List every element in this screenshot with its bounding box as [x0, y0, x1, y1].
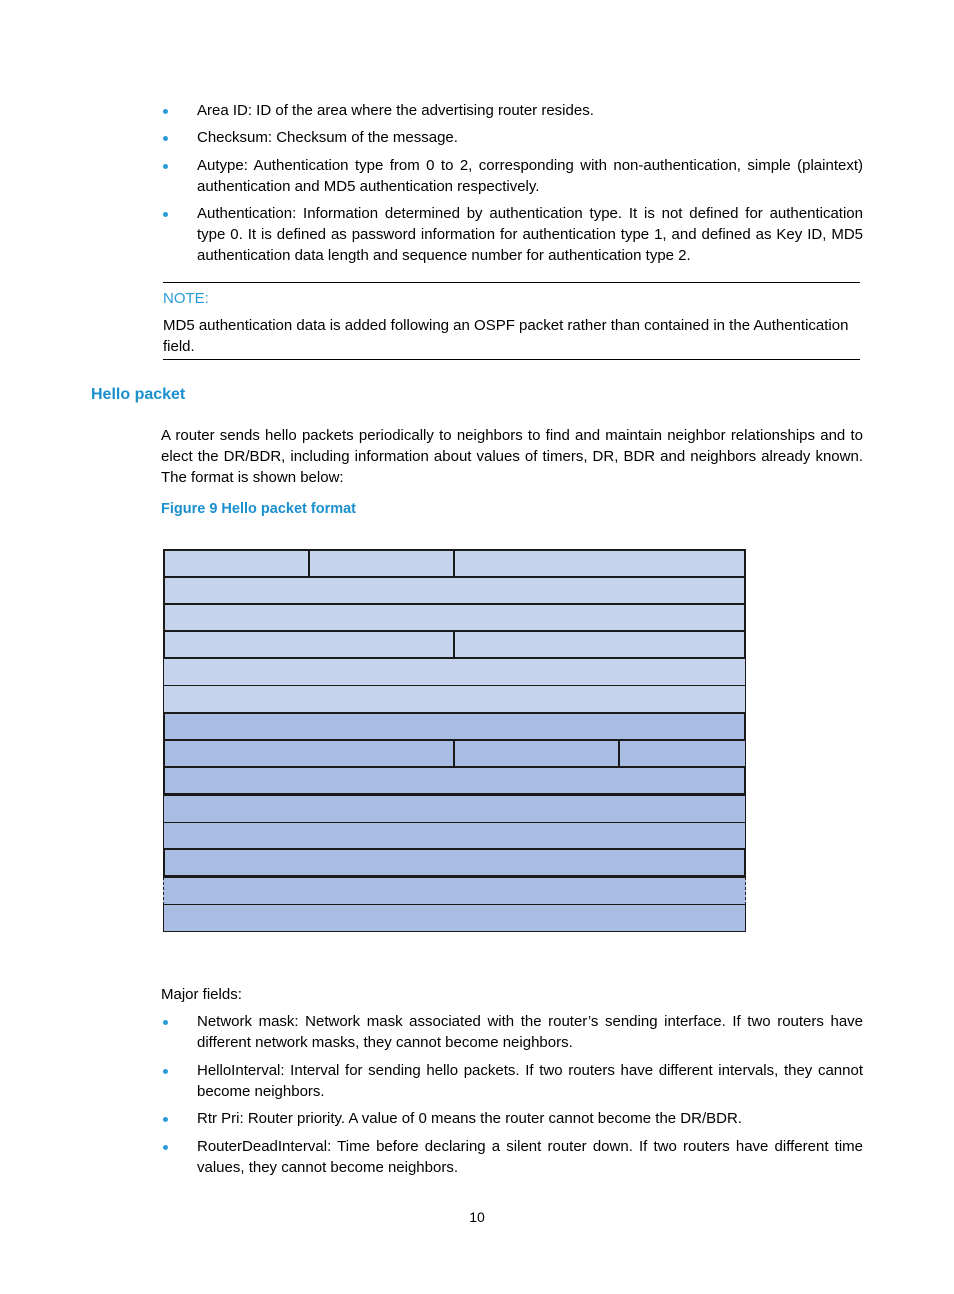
section-heading: Hello packet: [91, 386, 186, 403]
field-area-id: [163, 603, 746, 632]
bullet-icon: [163, 212, 168, 217]
page-number: 10: [469, 1209, 485, 1225]
field-hello-interval: [163, 739, 455, 768]
bullet-icon: [163, 136, 168, 141]
bullet-icon: [163, 1117, 168, 1122]
major-fields-label: Major fields:: [161, 986, 242, 1003]
field-neighbor-n: [163, 904, 746, 932]
figure-caption: Figure 9 Hello packet format: [161, 501, 356, 517]
field-checksum: [163, 630, 455, 659]
field-authentication-2: [163, 685, 746, 714]
hello-packet-diagram: [163, 549, 746, 932]
note-label: NOTE:: [163, 290, 209, 307]
list-item-text: Area ID: ID of the area where the advertising router resides.: [197, 102, 594, 119]
note-text: MD5 authentication data is added following an OSPF packet rather than contained in the Authentication field.: [163, 317, 849, 355]
field-version: [163, 549, 310, 578]
field-neighbor-ellipsis: [163, 877, 746, 905]
bullet-icon: [163, 1069, 168, 1074]
field-type: [308, 549, 455, 578]
list-item-text: Rtr Pri: Router priority. A value of 0 means the router cannot become the DR/BDR.: [197, 1110, 742, 1127]
field-router-id: [163, 576, 746, 605]
field-rtr-pri: [619, 740, 746, 767]
note-top-rule: [163, 282, 860, 283]
list-item: [197, 203, 863, 266]
field-authentication-1: [163, 658, 746, 686]
bullet-icon: [163, 1020, 168, 1025]
bullet-icon: [163, 109, 168, 114]
field-router-dead-interval: [163, 766, 746, 795]
field-network-mask: [163, 712, 746, 741]
bullet-icon: [163, 1145, 168, 1150]
list-item-text: Checksum: Checksum of the message.: [197, 129, 458, 146]
list-item: [197, 155, 863, 197]
field-neighbor-1: [163, 848, 746, 877]
intro-paragraph: A router sends hello packets periodically to neighbors to find and maintain neighbor relationships and to elect the DR/BDR, including information about values of timers, DR, BDR and neighbors already known. The format is shown below:: [161, 427, 863, 486]
field-options: [453, 739, 620, 768]
note-bottom-rule: [163, 359, 860, 360]
list-item-text: Autype: Authentication type from 0 to 2, corresponding with non-authentication, simple (plaintext) authentication and MD5 authentication respectively.: [197, 157, 863, 195]
field-autype: [453, 630, 746, 659]
list-item: [197, 127, 863, 148]
list-item: [197, 1011, 863, 1053]
list-item-text: Network mask: Network mask associated with the router’s sending interface. If two routers have different network masks, they cannot become neighbors.: [197, 1013, 863, 1051]
field-packet-length: [453, 549, 746, 578]
list-item: [197, 1108, 863, 1129]
list-item-text: HelloInterval: Interval for sending hello packets. If two routers have different intervals, they cannot become neighbors.: [197, 1062, 863, 1100]
list-item-text: Authentication: Information determined by authentication type. It is not defined for authentication type 0. It is defined as password information for authentication type 1, and defined as Key ID, MD5 authentication data length and sequence number for authentication type 2.: [197, 205, 863, 264]
field-backup-designated-router: [163, 822, 746, 850]
list-item-text: RouterDeadInterval: Time before declaring a silent router down. If two routers have different time values, they cannot become neighbors.: [197, 1138, 863, 1176]
bullet-icon: [163, 164, 168, 169]
list-item: [197, 1136, 863, 1178]
list-item: [197, 100, 863, 121]
field-designated-router: [163, 795, 746, 823]
list-item: [197, 1060, 863, 1102]
